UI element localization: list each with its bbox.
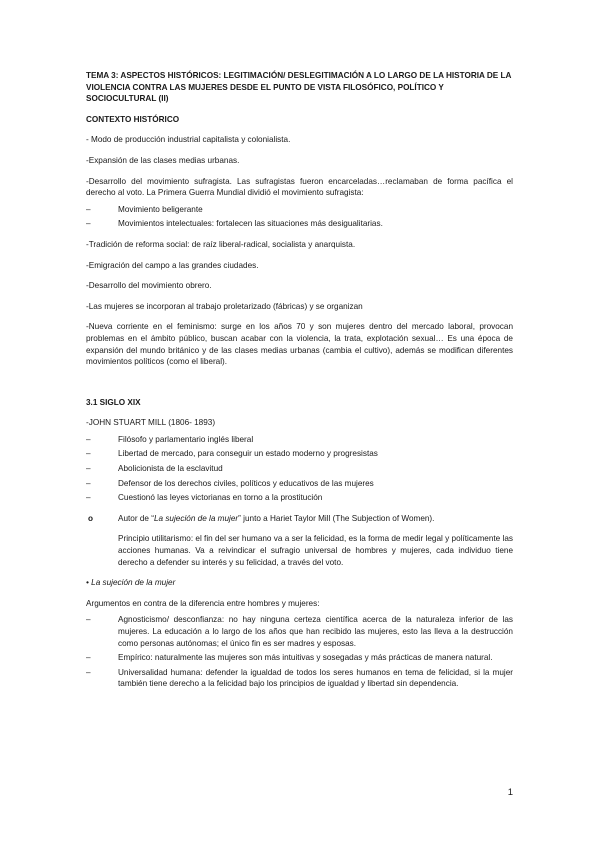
list-item: – Movimientos intelectuales: fortalecen las situaciones más desigualitarias. bbox=[86, 218, 513, 230]
argumentos-list bbox=[86, 614, 513, 690]
paragraph: Principio utilitarismo: el fin del ser humano va a ser la felicidad, es la forma de medir legal y políticamente las acciones humanas. Va a reivindicar el sufragio universal de hombres y mujeres, cada individuo tiene derecho a defender su interés y su felicidad, a través del voto. bbox=[118, 534, 513, 567]
list-item: – Universalidad humana: defender la igualdad de todos los seres humanos en tema de felicidad, si la mujer también tiene derecho a la felicidad bajo los principios de igualdad y libertad sin dependencia. bbox=[86, 667, 513, 690]
autor-list bbox=[86, 513, 513, 525]
list-item: – Libertad de mercado, para conseguir un estado moderno y progresistas bbox=[86, 448, 513, 460]
book-title: La sujeción de la mujer bbox=[153, 513, 239, 523]
author-heading: -JOHN STUART MILL (1806- 1893) bbox=[86, 418, 216, 428]
paragraph: -Desarrollo del movimiento obrero. bbox=[86, 281, 212, 291]
spacer bbox=[86, 377, 513, 397]
list-item bbox=[86, 513, 513, 525]
section-heading-siglo: 3.1 SIGLO XIX bbox=[86, 397, 141, 407]
list-item: – Movimiento beligerante bbox=[86, 204, 513, 216]
list-item: – Defensor de los derechos civiles, políticos y educativos de las mujeres bbox=[86, 478, 513, 490]
paragraph: -Tradición de reforma social: de raíz liberal-radical, socialista y anarquista. bbox=[86, 239, 356, 249]
paragraph: -Nueva corriente en el feminismo: surge en los años 70 y son mujeres dentro del mercado laboral, provocan problemas en el ámbito público, buscan acabar con la violencia, la trata, explotación sexual… Es una época de expansión del mundo británico y de las clases medias urbanas (cambia el cultivo), además se modifican diferentes movimientos políticos (como el liberal). bbox=[86, 322, 513, 367]
autor-suffix: ” junto a Hariet Taylor Mill (The Subjection of Women). bbox=[238, 513, 435, 523]
paragraph: -Emigración del campo a las grandes ciudades. bbox=[86, 260, 259, 270]
sufragista-list bbox=[86, 204, 513, 230]
paragraph: -Desarrollo del movimiento sufragista. Las sufragistas fueron encarceladas…reclamaban de forma pacífica el derecho al voto. La Primera Guerra Mundial dividió el movimiento sufragista: bbox=[86, 176, 513, 198]
section-heading-contexto: CONTEXTO HISTÓRICO bbox=[86, 114, 180, 124]
subheading-sujecion: • La sujeción de la mujer bbox=[86, 578, 176, 588]
list-item: – Agnosticismo/ desconfianza: no hay ninguna certeza científica acerca de la naturaleza inferior de las mujeres. La educación a lo largo de los años que han recibido las mujeres, esto las lleva a la destrucción como personas autónomas; el único fin es ser madres y esposas. bbox=[86, 614, 513, 649]
list-item: – Empírico: naturalmente las mujeres son más intuitivas y sosegadas y más prácticas de manera natural. bbox=[86, 652, 513, 664]
paragraph: - Modo de producción industrial capitalista y colonialista. bbox=[86, 135, 291, 145]
bio-list bbox=[86, 434, 513, 504]
list-item: – Filósofo y parlamentario inglés liberal bbox=[86, 434, 513, 446]
document-title: TEMA 3: ASPECTOS HISTÓRICOS: LEGITIMACIÓN/ DESLEGITIMACIÓN A LO LARGO DE LA HISTORIA DE LA VIOLENCIA CONTRA LAS MUJERES DESDE EL PUNTO DE VISTA FILOSÓFICO, POLÍTICO Y SOCIOCULTURAL (II) bbox=[86, 71, 512, 104]
list-item: – Abolicionista de la esclavitud bbox=[86, 463, 513, 475]
paragraph: Argumentos en contra de la diferencia entre hombres y mujeres: bbox=[86, 598, 320, 608]
paragraph: -Las mujeres se incorporan al trabajo proletarizado (fábricas) y se organizan bbox=[86, 301, 363, 311]
paragraph: -Expansión de las clases medias urbanas. bbox=[86, 155, 240, 165]
list-item: – Cuestionó las leyes victorianas en torno a la prostitución bbox=[86, 492, 513, 504]
autor-prefix: Autor de “ bbox=[118, 513, 154, 523]
page-number: 1 bbox=[507, 787, 513, 798]
